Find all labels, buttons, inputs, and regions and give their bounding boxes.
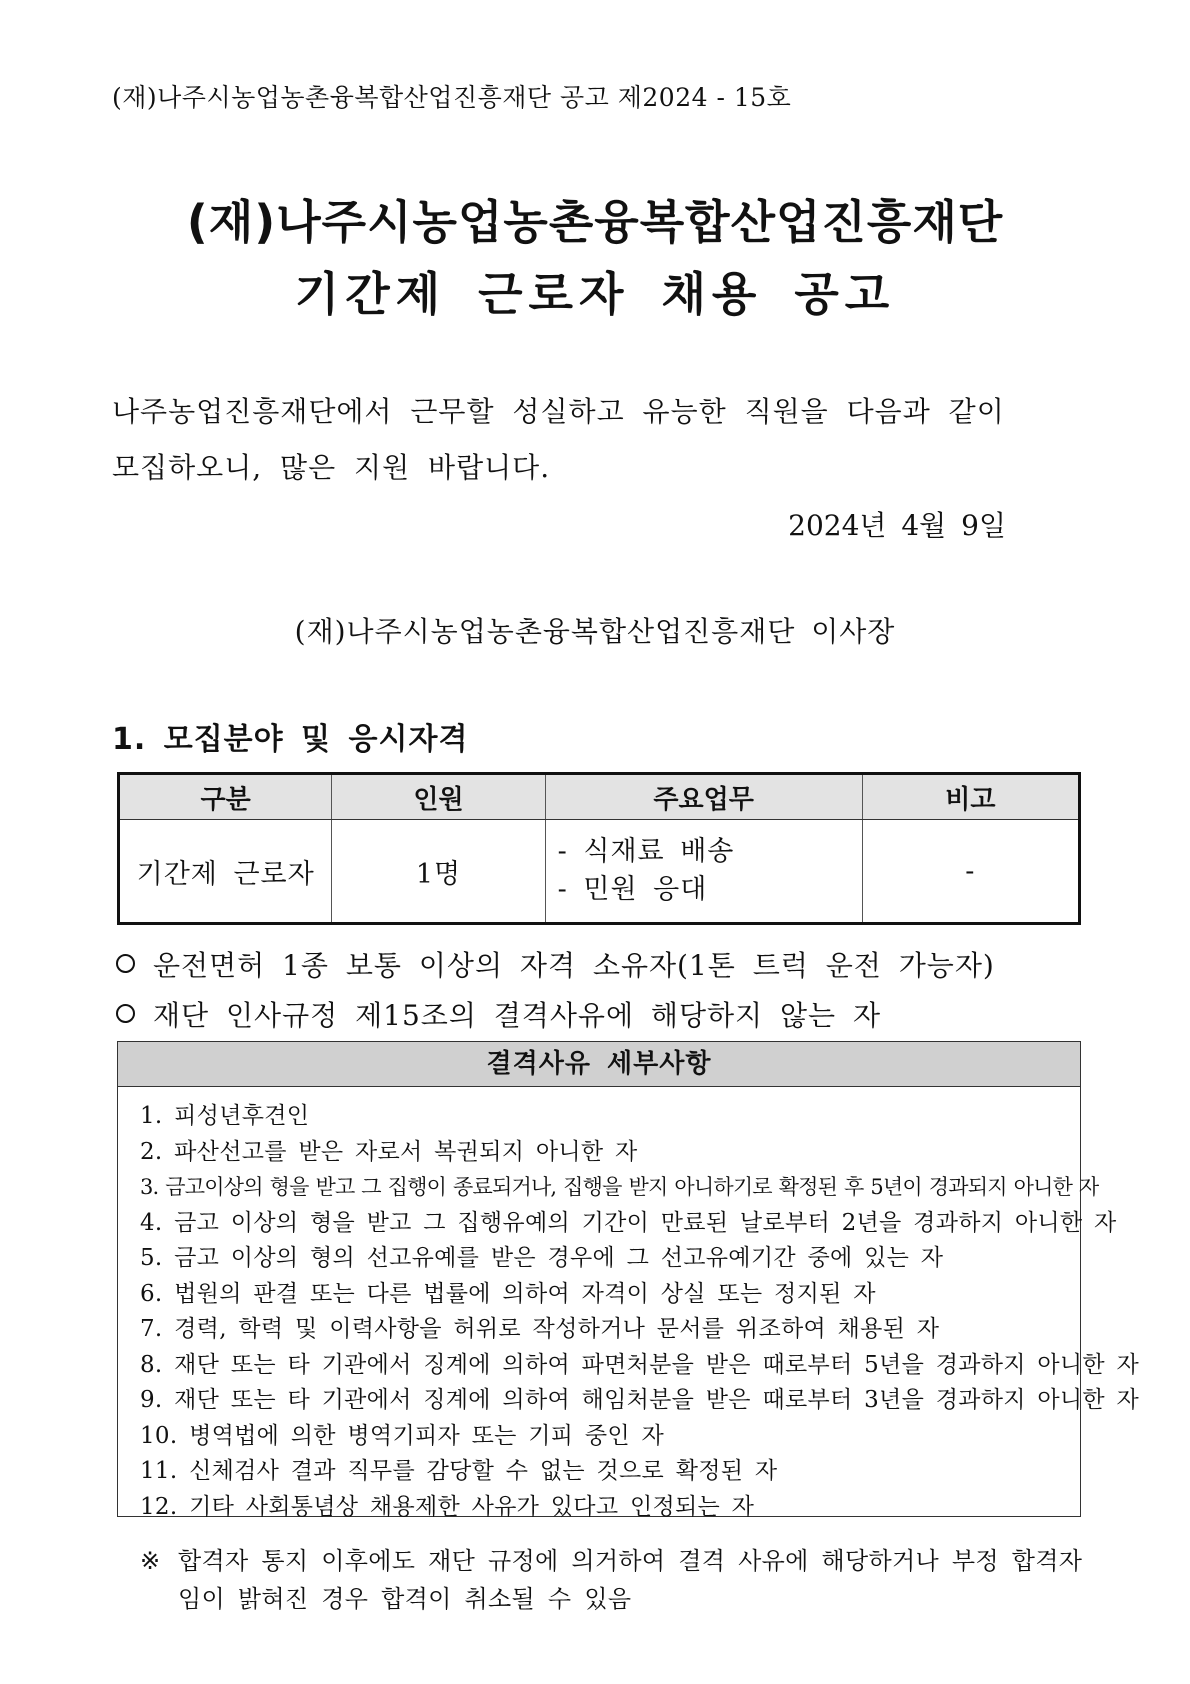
disqualification-title: 결격사유 세부사항 <box>118 1042 1080 1087</box>
list-item: 10. 병역법에 의한 병역기피자 또는 기피 중인 자 <box>140 1422 665 1449</box>
title-announcement: 기간제 근로자 채용 공고 <box>294 267 896 321</box>
announcement-date: 2024년 4월 9일 <box>788 509 1006 542</box>
notice-number: (재)나주시농업농촌융복합산업진흥재단 공고 제2024 - 15호 <box>112 83 792 112</box>
circle-bullet-icon <box>116 954 135 973</box>
note-text: 합격자 통지 이후에도 재단 규정에 의거하여 결격 사유에 해당하거나 부정 합격자임이 밝혀진 경우 합격이 취소될 수 있음 <box>178 1547 1083 1613</box>
signer: (재)나주시농업농촌융복합산업진흥재단 이사장 <box>294 615 896 648</box>
list-item: 1. 피성년후견인 <box>140 1103 310 1129</box>
table-header-remark: 비고 <box>862 774 1079 820</box>
list-item: 6. 법원의 판결 또는 다른 법률에 의하여 자격이 상실 또는 정지된 자 <box>140 1280 876 1307</box>
qualification-item <box>116 944 995 984</box>
recruitment-table <box>117 772 1081 925</box>
cell-count: 1명 <box>332 820 545 924</box>
cell-category: 기간제 근로자 <box>119 820 332 924</box>
title-organization: (재)나주시농업농촌융복합산업진흥재단 <box>186 195 1004 249</box>
disqualification-box <box>117 1041 1140 1520</box>
section-title: 1. 모집분야 및 응시자격 <box>112 722 469 757</box>
intro-line-2: 모집하오니, 많은 지원 바랍니다. <box>112 451 551 484</box>
list-item: 8. 재단 또는 타 기관에서 징계에 의하여 파면처분을 받은 때로부터 5년을 경과하지 아니한 자 <box>140 1351 1140 1378</box>
duty-item: - 민원 응대 <box>557 874 708 905</box>
qualification-text: 재단 인사규정 제15조의 결격사유에 해당하지 않는 자 <box>153 999 882 1032</box>
note <box>140 1542 1090 1618</box>
circle-bullet-icon <box>116 1004 135 1023</box>
reference-mark-icon: ※ <box>140 1547 161 1575</box>
table-header-row <box>119 774 1080 820</box>
table-header-duties: 주요업무 <box>545 774 862 820</box>
list-item: 11. 신체검사 결과 직무를 감당할 수 없는 것으로 확정된 자 <box>140 1458 778 1484</box>
table-header-category: 구분 <box>119 774 332 820</box>
list-item: 5. 금고 이상의 형의 선고유예를 받은 경우에 그 선고유예기간 중에 있는 자 <box>140 1245 944 1271</box>
list-item: 7. 경력, 학력 및 이력사항을 허위로 작성하거나 문서를 위조하여 채용된 자 <box>140 1316 940 1342</box>
table-row <box>119 820 1080 924</box>
list-item: 9. 재단 또는 타 기관에서 징계에 의하여 해임처분을 받은 때로부터 3년을 경과하지 아니한 자 <box>140 1387 1140 1413</box>
list-item: 2. 파산선고를 받은 자로서 복권되지 아니한 자 <box>140 1138 638 1165</box>
list-item: 4. 금고 이상의 형을 받고 그 집행유예의 기간이 만료된 날로부터 2년을 경과하지 아니한 자 <box>140 1209 1117 1236</box>
intro-line-1: 나주농업진흥재단에서 근무할 성실하고 유능한 직원을 다음과 같이 <box>112 395 1005 428</box>
qualification-text: 운전면허 1종 보통 이상의 자격 소유자(1톤 트럭 운전 가능자) <box>153 949 995 982</box>
qualification-item <box>116 994 881 1034</box>
table-header-count: 인원 <box>332 774 545 820</box>
list-item: 3. 금고이상의 형을 받고 그 집행이 종료되거나, 집행을 받지 아니하기로 확정된 후 5년이 경과되지 아니한 자 <box>140 1175 1099 1199</box>
cell-duties <box>545 820 862 924</box>
duty-item: - 식재료 배송 <box>557 836 735 867</box>
cell-remark: - <box>862 820 1079 924</box>
disqualification-list <box>118 1087 1140 1525</box>
list-item: 12. 기타 사회통념상 채용제한 사유가 있다고 인정되는 자 <box>140 1493 755 1520</box>
